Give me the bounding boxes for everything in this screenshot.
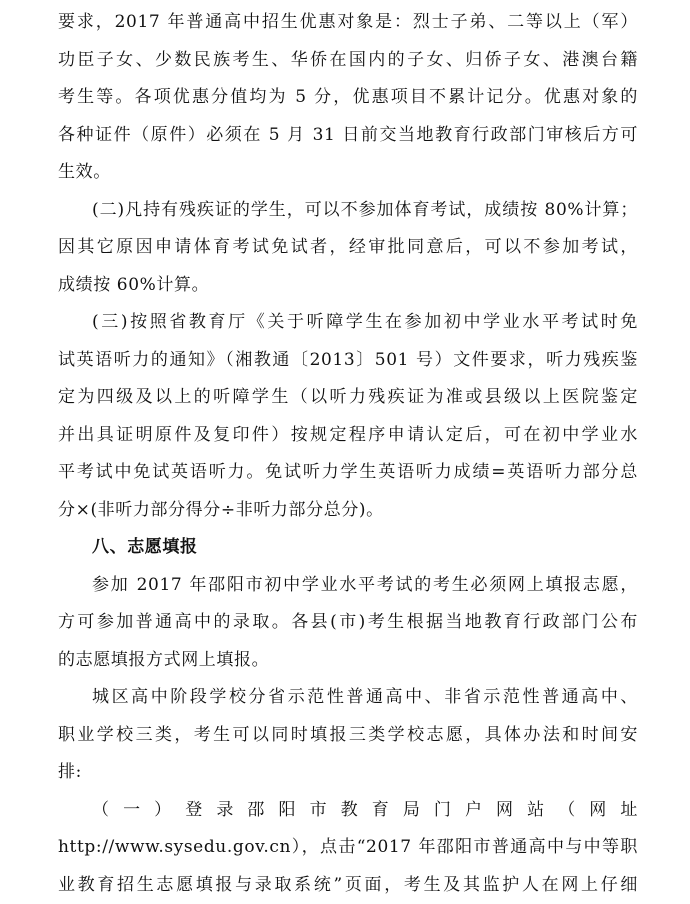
text-line: 平考试中免试英语听力。免试听力学生英语听力成绩=英语听力部分总 [58,454,638,492]
text-line: （一）登录邵阳市教育局门户网站（网址 [58,792,638,830]
text-line: 方可参加普通高中的录取。各县(市)考生根据当地教育行政部门公布 [58,604,638,642]
text-line: http://www.sysedu.gov.cn），点击“2017 年邵阳市普通高中与中等职 [58,829,638,867]
paragraph-preferential-policy [58,4,638,192]
text-line: 试英语听力的通知》（湘教通〔2013〕501 号）文件要求，听力残疾鉴 [58,342,638,380]
paragraph-disability-exemption [58,192,638,305]
document-page [58,4,638,904]
text-line: 因其它原因申请体育考试免试者，经审批同意后，可以不参加考试， [58,229,638,267]
section-heading: 八、志愿填报 [58,529,638,567]
text-line: 并出具证明原件及复印件）按规定程序申请认定后，可在初中学业水 [58,417,638,455]
paragraph-hearing-exemption [58,304,638,529]
text-line: 分×(非听力部分得分÷非听力部分总分)。 [58,492,638,530]
text-line: 生效。 [58,154,638,192]
text-line: 的志愿填报方式网上填报。 [58,642,638,680]
text-line: 考生等。各项优惠分值均为 5 分，优惠项目不累计记分。优惠对象的 [58,79,638,117]
text-line: (三)按照省教育厅《关于听障学生在参加初中学业水平考试时免 [58,304,638,342]
text-line: 定为四级及以上的听障学生（以听力残疾证为准或县级以上医院鉴定 [58,379,638,417]
paragraph-login-step [58,792,638,904]
text-line: 功臣子女、少数民族考生、华侨在国内的子女、归侨子女、港澳台籍 [58,42,638,80]
paragraph-online-application [58,567,638,680]
text-line: (二)凡持有残疾证的学生，可以不参加体育考试，成绩按 80%计算； [58,192,638,230]
text-line: 成绩按 60%计算。 [58,267,638,305]
text-line: 职业学校三类，考生可以同时填报三类学校志愿，具体办法和时间安 [58,717,638,755]
text-line: 各种证件（原件）必须在 5 月 31 日前交当地教育行政部门审核后方可 [58,117,638,155]
text-line: 业教育招生志愿填报与录取系统”页面，考生及其监护人在网上仔细 [58,867,638,904]
text-line: 排: [58,754,638,792]
text-line: 要求，2017 年普通高中招生优惠对象是：烈士子弟、二等以上（军） [58,4,638,42]
text-line: 城区高中阶段学校分省示范性普通高中、非省示范性普通高中、 [58,679,638,717]
paragraph-school-categories [58,679,638,792]
text-line: 参加 2017 年邵阳市初中学业水平考试的考生必须网上填报志愿， [58,567,638,605]
